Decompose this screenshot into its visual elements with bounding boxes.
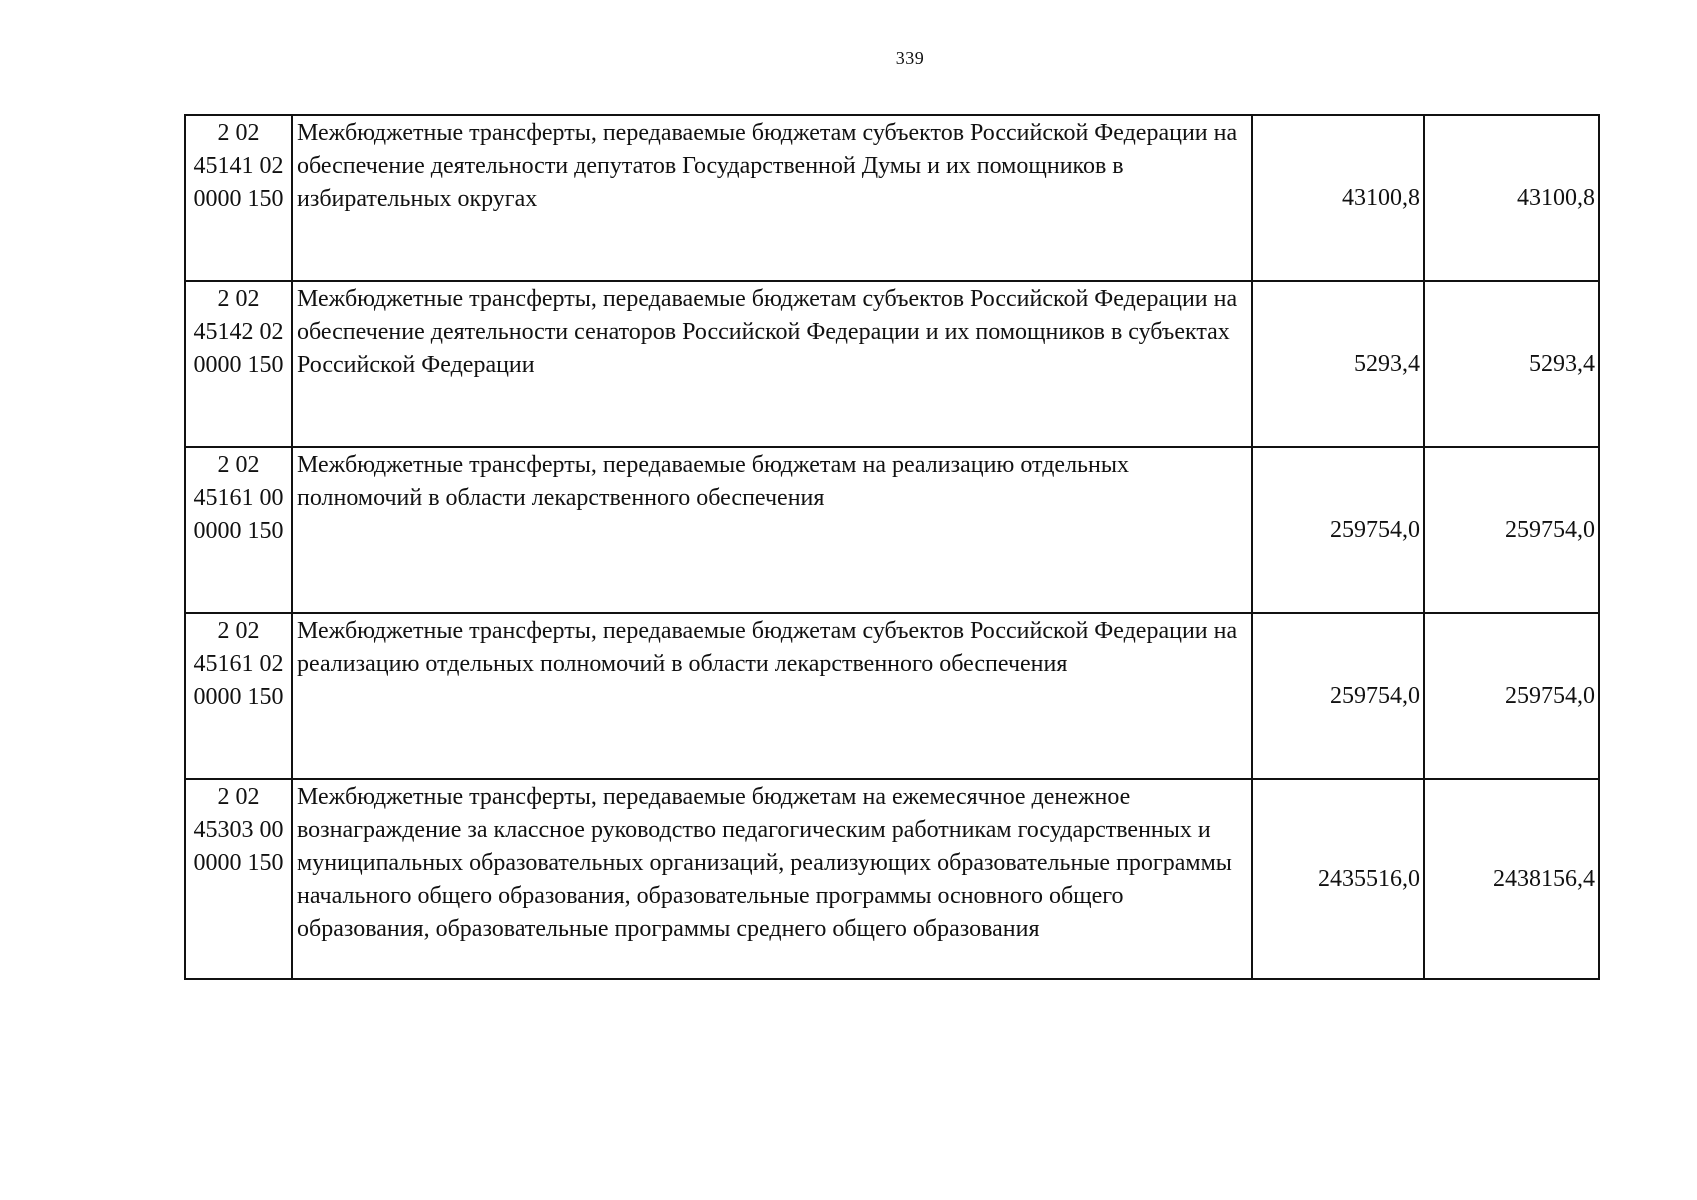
budget-code-line: 0000 150 [193, 186, 284, 212]
table-row [185, 447, 1599, 613]
amount-cell-2: 259754,0 [1424, 447, 1599, 613]
amount-cell-1: 2435516,0 [1252, 779, 1424, 979]
budget-code-cell [185, 447, 292, 613]
budget-code-line: 45303 00 [193, 817, 284, 843]
description-cell: Межбюджетные трансферты, передаваемые бюджетам субъектов Российской Федерации на обеспечение деятельности сенаторов Российской Федерации и их помощников в субъектах Российской Федерации [292, 281, 1252, 447]
amount-cell-2: 5293,4 [1424, 281, 1599, 447]
description-cell: Межбюджетные трансферты, передаваемые бюджетам на реализацию отдельных полномочий в области лекарственного обеспечения [292, 447, 1252, 613]
description-cell: Межбюджетные трансферты, передаваемые бюджетам субъектов Российской Федерации на реализацию отдельных полномочий в области лекарственного обеспечения [292, 613, 1252, 779]
amount-cell-1: 259754,0 [1252, 613, 1424, 779]
budget-code-line: 2 02 [217, 618, 260, 644]
budget-code-line: 2 02 [217, 120, 260, 146]
budget-code-line: 45141 02 [193, 153, 284, 179]
amount-cell-1: 5293,4 [1252, 281, 1424, 447]
budget-code-line: 45142 02 [193, 319, 284, 345]
budget-code-line: 0000 150 [193, 850, 284, 876]
budget-code-line: 2 02 [217, 286, 260, 312]
table-row [185, 281, 1599, 447]
budget-code-line: 2 02 [217, 784, 260, 810]
budget-table [184, 114, 1600, 980]
budget-code-cell [185, 115, 292, 281]
description-cell: Межбюджетные трансферты, передаваемые бюджетам субъектов Российской Федерации на обеспечение деятельности депутатов Государственной Думы и их помощников в избирательных округах [292, 115, 1252, 281]
amount-cell-1: 43100,8 [1252, 115, 1424, 281]
table-row [185, 613, 1599, 779]
table-row [185, 115, 1599, 281]
budget-code-line: 0000 150 [193, 684, 284, 710]
budget-code-line: 0000 150 [193, 352, 284, 378]
description-cell: Межбюджетные трансферты, передаваемые бюджетам на ежемесячное денежное вознаграждение за классное руководство педагогическим работникам государственных и муниципальных образовательных организаций, реализующих образовательные программы начального общего образования, образовательные программы основного общего образования, образовательные программы среднего общего образования [292, 779, 1252, 979]
budget-code-line: 45161 02 [193, 651, 284, 677]
page-number: 339 [895, 48, 925, 68]
budget-code-cell [185, 779, 292, 979]
budget-code-cell [185, 613, 292, 779]
amount-cell-2: 43100,8 [1424, 115, 1599, 281]
budget-code-line: 2 02 [217, 452, 260, 478]
table-row [185, 779, 1599, 979]
amount-cell-2: 259754,0 [1424, 613, 1599, 779]
budget-code-line: 0000 150 [193, 518, 284, 544]
amount-cell-2: 2438156,4 [1424, 779, 1599, 979]
budget-code-line: 45161 00 [193, 485, 284, 511]
amount-cell-1: 259754,0 [1252, 447, 1424, 613]
budget-code-cell [185, 281, 292, 447]
